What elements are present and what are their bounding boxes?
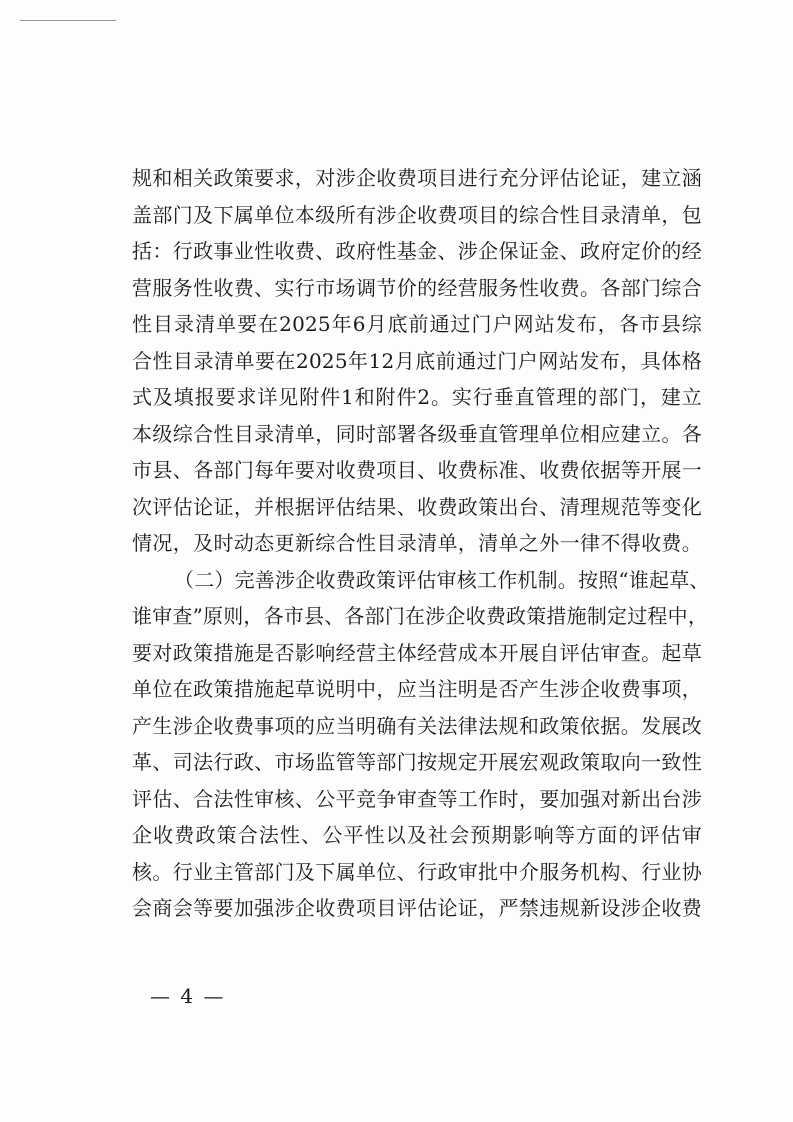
text-line: 本级综合性目录清单，同时部署各级垂直管理单位相应建立。各 xyxy=(132,421,702,446)
text-line: 核。行业主管部门及下属单位、行政审批中介服务机构、行业协 xyxy=(132,859,702,884)
text-line: 合性目录清单要在2025年12月底前通过门户网站发布，具体格 xyxy=(132,348,702,373)
text-line: 市县、各部门每年要对收费项目、收费标准、收费依据等开展一 xyxy=(132,458,702,482)
text-line: 革、司法行政、市场监管等部门按规定开展宏观政策取向一致性 xyxy=(132,750,702,774)
text-line: 会商会等要加强涉企收费项目评估论证，严禁违规新设涉企收费 xyxy=(132,896,702,920)
text-line: 营服务性收费、实行市场调节价的经营服务性收费。各部门综合 xyxy=(132,275,702,300)
text-line: 要对政策措施是否影响经营主体经营成本开展自评估审查。起草 xyxy=(132,640,702,665)
text-line: 括：行政事业性收费、政府性基金、涉企保证金、政府定价的经 xyxy=(132,239,702,263)
scan-edge-line xyxy=(20,20,116,21)
section-heading-line: （二）完善涉企收费政策评估审核工作机制。按照“谁起草、 xyxy=(174,567,710,592)
body-text xyxy=(132,160,710,927)
text-line: 性目录清单要在2025年6月底前通过门户网站发布，各市县综 xyxy=(132,312,702,336)
text-line: 式及填报要求详见附件1和附件2。实行垂直管理的部门，建立 xyxy=(132,385,702,409)
text-line: 情况，及时动态更新综合性目录清单，清单之外一律不得收费。 xyxy=(132,531,702,555)
page-number: — 4 — xyxy=(150,984,226,1008)
text-line: 企收费政策合法性、公平性以及社会预期影响等方面的评估审 xyxy=(132,823,702,847)
text-line: 次评估论证，并根据评估结果、收费政策出台、清理规范等变化 xyxy=(132,494,702,519)
text-line: 评估、合法性审核、公平竞争审查等工作时，要加强对新出台涉 xyxy=(132,786,702,811)
text-line: 谁审查”原则，各市县、各部门在涉企收费政策措施制定过程中， xyxy=(132,604,709,628)
text-line: 规和相关政策要求，对涉企收费项目进行充分评估论证，建立涵 xyxy=(132,166,702,190)
text-line: 单位在政策措施起草说明中，应当注明是否产生涉企收费事项， xyxy=(132,677,702,701)
text-line: 盖部门及下属单位本级所有涉企收费项目的综合性目录清单，包 xyxy=(132,202,702,227)
text-line: 产生涉企收费事项的应当明确有关法律法规和政策依据。发展改 xyxy=(132,713,702,738)
